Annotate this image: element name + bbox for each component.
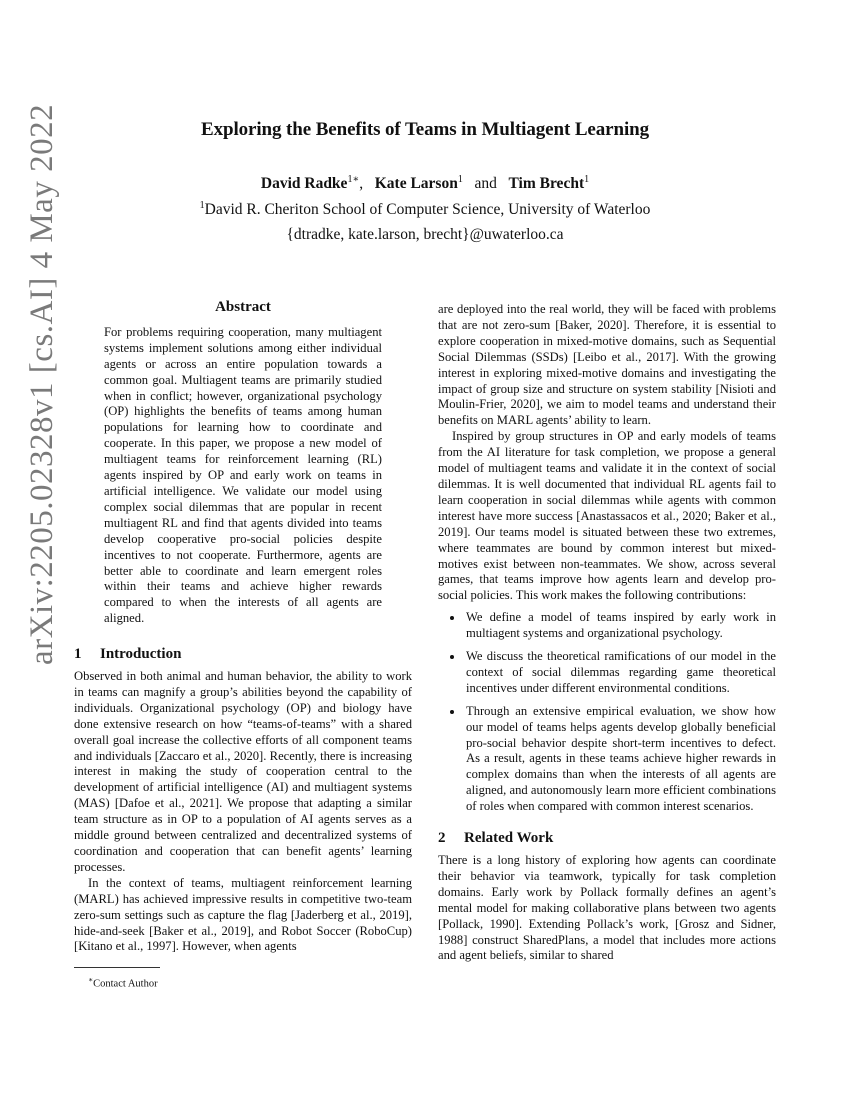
section-number: 1 xyxy=(74,646,82,663)
author-name: David Radke xyxy=(260,175,348,193)
author-emails[interactable]: {dtradke, kate.larson, brecht}@uwaterloo.ca xyxy=(286,226,564,243)
footnote-text: Contact Author xyxy=(93,978,158,990)
contribution-item: • We discuss the theoretical ramifications of our model in the context of social dilemmas regarding game theoretical incentives under different environmental conditions. xyxy=(464,649,776,697)
contribution-list xyxy=(438,610,776,815)
contribution-item: • Through an extensive empirical evaluation, we show how our model of teams helps agents develop globally beneficial pro-social behavior despite short-term incentives to defect. As a result, agents in these teams achieve higher rewards in complex domains than when the interests of all agents are aligned, and autonomously learn more efficient combinations of roles when compared with common interest scenarios. xyxy=(464,704,776,815)
author-and: and xyxy=(474,175,497,193)
left-column xyxy=(74,300,412,993)
abstract-text: For problems requiring cooperation, many multiagent systems implement solutions among either individual agents or across an entire population towards a common goal. Multiagent teams are primarily studied when in conflict; however, organizational psychology (OP) highlights the benefits of teams among human populations for learning how to coordinate and cooperate. In this paper, we propose a new model of multiagent teams for reinforcement learning (RL) agents inspired by OP and early work on teams in artificial intelligence. We validate our model using complex social dilemmas that are popular in recent multiagent RL and find that agents divided into teams develop cooperative pro-social policies despite incentives to not cooperate. Furthermore, agents are better able to coordinate and learn emergent roles within their teams and achieve higher rewards compared to when the interests of all agents are aligned. xyxy=(104,324,382,626)
author-list xyxy=(0,174,850,193)
arxiv-stamp[interactable]: arXiv:2205.02328v1 [cs.AI] 4 May 2022 xyxy=(24,103,60,665)
right-column xyxy=(438,302,776,964)
related-work-paragraph: There is a long history of exploring how agents can coordinate their behavior via teamwork, typically for task completion domains. Early work by Pollack formally defines an agent’s mental model for making collaborative plans between two agents [Pollack, 1990]. Extending Pollack’s work, [Grosz and Sidner, 1988] construct SharedPlans, a model that includes more actions and agent beliefs, similar to shared xyxy=(438,853,776,963)
contribution-item: • We define a model of teams inspired by early work in multiagent systems and organizational psychology. xyxy=(464,610,776,642)
section-heading-introduction xyxy=(74,647,412,663)
author-sup: 1∗ xyxy=(347,174,360,185)
intro-paragraph: are deployed into the real world, they will be faced with problems that are not zero-sum [Baker, 2020]. Therefore, it is essential to explore cooperation in mixed-motive domains, such as Sequential Social Dilemmas (SSDs) [Leibo et al., 2017]. With the growing interest in exploring mixed-motive domains and investigating the impact of group size and structure on system stability [Nisioti and Moulin-Frier, 2020], we aim to model teams and understand their benefits on MARL agents’ ability to learn. xyxy=(438,302,776,428)
section-heading-related-work xyxy=(438,831,776,847)
footnote-mark: ∗ xyxy=(88,975,94,985)
section-number: 2 xyxy=(438,830,446,847)
author-name: Kate Larson xyxy=(374,175,458,193)
footnote-rule xyxy=(74,967,160,968)
paper-title: Exploring the Benefits of Teams in Multiagent Learning xyxy=(201,119,649,140)
section-title: Introduction xyxy=(100,646,182,663)
intro-paragraph: Observed in both animal and human behavior, the ability to work in teams can magnify a group’s abilities beyond the capability of individuals. Organizational psychology (OP) and biology have done extensive research on how “teams-of-teams” with a shared overall goal increase the collective efforts of all component teams and individuals [Zaccaro et al., 2020]. Recently, there is increasing interest in making the study of cooperation central to the development of artificial intelligence (AI) and multiagent systems (MAS) [Dafoe et al., 2021]. We propose that adapting a similar team structure as in OP to a population of AI agents serves as a middle ground between centralized and decentralized systems of coordination and cooperation that can benefit agents’ learning processes. xyxy=(74,669,412,874)
intro-paragraph: In the context of teams, multiagent reinforcement learning (MARL) has achieved impressive results in competitive two-team zero-sum settings such as capture the flag [Jaderberg et al., 2019], hide-and-seek [Baker et al., 2019], and Robot Soccer (RoboCup) [Kitano et al., 1997]. However, when agents xyxy=(74,875,412,954)
intro-paragraph: Inspired by group structures in OP and early models of teams from the AI literature for task completion, we propose a general model of multiagent teams and validate it in the context of social dilemmas. It is well documented that individual RL agents fail to learn cooperation in social dilemmas while agents with common interest have more success [Anastassacos et al., 2020; Baker et al., 2019]. Our teams model is situated between these two extremes, where teammates are bound by common interest but mixed-motives exist between non-teammates. We show, across several games, that teams improve how agents learn and develop pro-social policies. This work makes the following contributions: xyxy=(438,429,776,603)
affiliation-sup: 1 xyxy=(199,200,205,211)
section-title: Related Work xyxy=(464,830,554,847)
abstract-heading: Abstract xyxy=(215,299,271,315)
affiliation xyxy=(0,200,850,219)
footnote xyxy=(74,972,412,992)
author-separator: , xyxy=(359,175,364,193)
abstract-body xyxy=(74,325,412,627)
affiliation-text: David R. Cheriton School of Computer Science, University of Waterloo xyxy=(204,201,651,219)
author-name: Tim Brecht xyxy=(508,175,585,193)
author-sup: 1 xyxy=(584,174,590,185)
author-sup: 1 xyxy=(457,174,463,185)
